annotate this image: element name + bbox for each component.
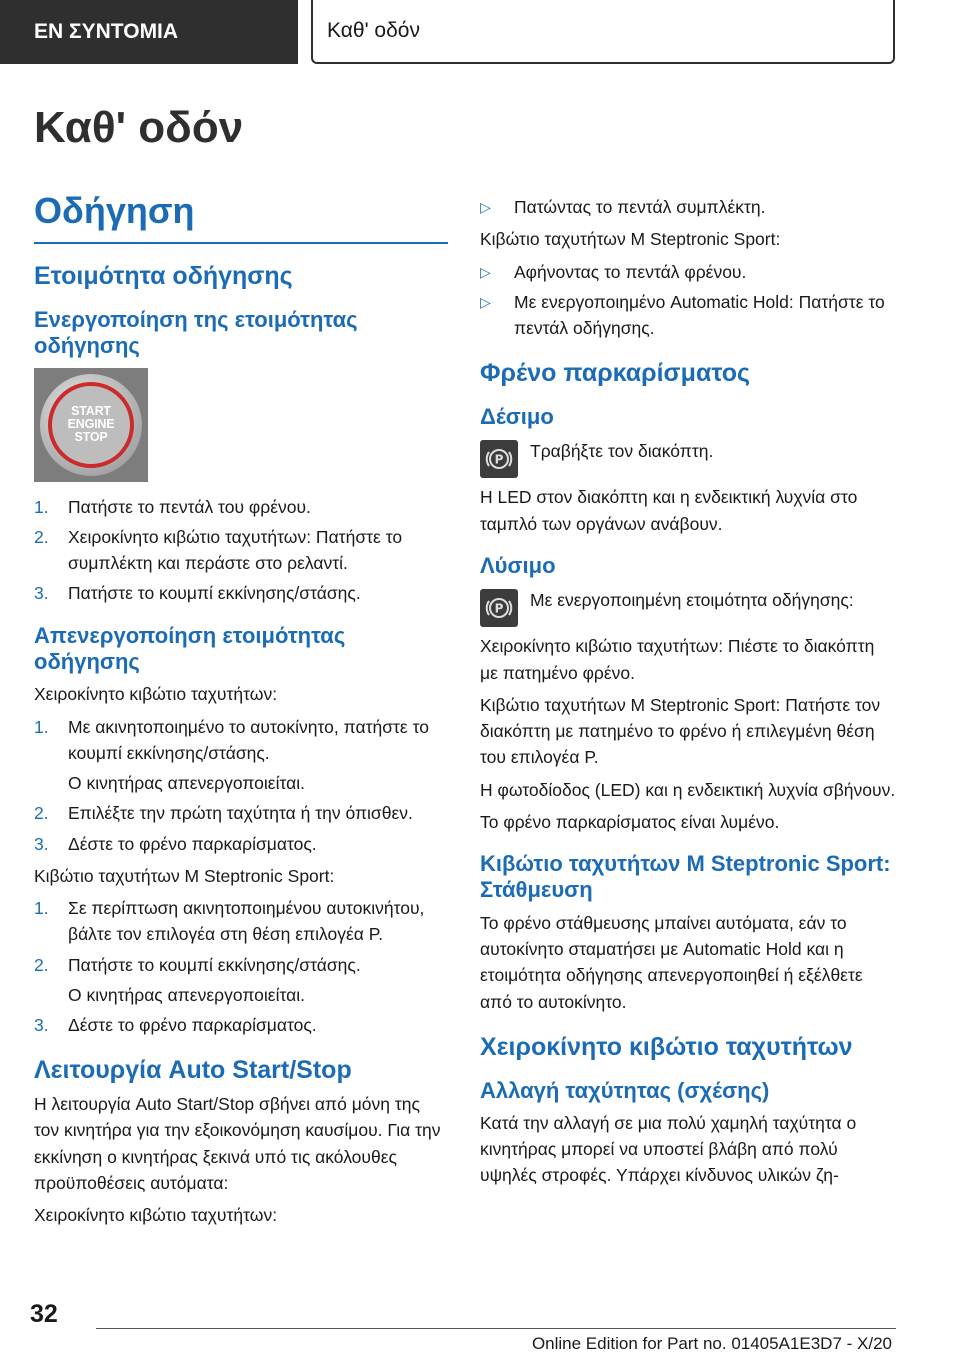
apply-line-2: Η LED στον διακόπτη και η ενδεικτική λυχνία στο ταμπλό των οργάνων ανάβουν. [480,487,858,534]
parking-brake-icon [480,589,518,627]
step-text: Πατήστε το κουμπί εκκίνησης/στάσης. [68,954,361,975]
triangle-bullet-icon: ▷ [480,263,491,280]
start-button-text-stop: STOP [74,430,108,445]
footer-edition: Online Edition for Part no. 01405A1E3D7 - X/20 [531,1334,892,1353]
release-instruction [480,587,896,627]
svg-text:P: P [494,452,504,467]
section-heading-driving: Οδήγηση [34,190,448,244]
steptronic-label: Κιβώτιο ταχυτήτων M Steptronic Sport: [34,865,335,886]
start-button-text-engine: ENGINE [67,416,115,431]
manual-gearbox-label: Χειροκίνητο κιβώτιο ταχυτήτων: [34,684,278,705]
step-text: Επιλέξτε την πρώτη ταχύτητα ή την όπισθεν. [68,803,413,824]
header-chapter-label: Καθ' οδόν [327,19,420,42]
bullet-text: Πατώντας το πεντάλ συμπλέκτη. [514,197,766,217]
heading-parking-brake: Φρένο παρκαρίσματος [480,359,751,388]
steptronic-label: Κιβώτιο ταχυτήτων M Steptronic Sport: [480,229,781,250]
list-item [480,259,896,285]
heading-release: Λύσιμο [480,552,556,578]
left-column [34,190,448,1234]
page-number: 32 [30,1300,58,1328]
step-text: Δέστε το φρένο παρκαρίσματος. [68,833,317,854]
list-item [34,895,448,948]
list-item [34,580,448,606]
header-section-tab [0,0,298,64]
list-item [34,831,448,857]
step-text: Πατήστε το κουμπί εκκίνησης/στάσης. [68,583,361,604]
step-number: 3. [34,833,49,854]
step-text: Πατήστε το πεντάλ του φρένου. [68,496,311,517]
header-section-label: ΕΝ ΣΥΝΤΟΜΙΑ [34,20,179,43]
step-text: Σε περίπτωση ακινητοποιημένου αυτοκινήτου, βάλτε τον επιλογέα στη θέση επιλογέα P. [68,898,425,945]
start-button-ring [40,374,142,476]
heading-drive-readiness: Ετοιμότητα οδήγησης [34,262,293,290]
right-column [480,190,896,1195]
heading-deactivate-readiness: Απενεργοποίηση ετοιμότητας οδήγησης [34,622,346,674]
apply-instruction [480,438,896,478]
header-chapter-tab [311,0,895,64]
auto-start-manual-label: Χειροκίνητο κιβώτιο ταχυτήτων: [34,1205,278,1226]
activate-steps-list [34,494,448,607]
bullet-text: Αφήνοντας το πεντάλ φρένου. [514,261,747,282]
apply-line-1: Τραβήξτε τον διακόπτη. [530,441,714,462]
start-button-text-start: START [71,403,111,418]
triangle-bullet-icon: ▷ [480,293,491,310]
list-item [34,714,448,797]
release-done: Το φρένο παρκαρίσματος είναι λυμένο. [480,811,780,832]
step-number: 1. [34,898,49,919]
chapter-title: Καθ' οδόν [34,103,244,152]
step-number: 2. [34,954,49,975]
list-item [34,800,448,826]
step-text: Δέστε το φρένο παρκαρίσματος. [68,1015,317,1036]
manual-steps-list [34,714,448,857]
step-note: Ο κινητήρας απενεργοποιείται. [68,984,306,1005]
release-line-2: Χειροκίνητο κιβώτιο ταχυτήτων: Πιέστε το διακόπτη με πατημένο φρένο. [480,636,875,683]
steptronic-steps-list [34,895,448,1038]
list-item [480,289,896,342]
step-text: Με ακινητοποιημένο το αυτοκίνητο, πατήστε το κουμπί εκκίνησης/στάσης. [68,716,429,763]
auto-start-stop-text: Η λειτουργία Auto Start/Stop σβήνει από μόνη της τον κινητήρα για την εξοικονόμηση καυσίμου. Για την εκκίνηση ο κινητήρας ξεκινά υπό τις ακόλουθες προϋποθέσεις αυτόματα: [34,1094,441,1193]
heading-apply: Δέσιμο [480,404,554,429]
heading-manual-gearbox: Χειροκίνητο κιβώτιο ταχυτήτων [480,1032,853,1061]
list-item [480,194,896,220]
steptronic-parking-text: Το φρένο στάθμευσης μπαίνει αυτόματα, εάν το αυτοκίνητο σταματήσει με Automatic Hold και η ετοιμότητα οδήγησης απενεργοποιηθεί ή εξέλθετε από το αυτοκίνητο. [480,912,863,1012]
gear-change-text: Κατά την αλλαγή σε μια πολύ χαμηλή ταχύτητα ο κινητήρας μπορεί να υποστεί βλάβη από πολύ υψηλές στροφές. Υπάρχει κίνδυνος υλικών ζη- [480,1112,857,1186]
release-led: Η φωτοδίοδος (LED) και η ενδεικτική λυχνία σβήνουν. [480,779,896,800]
heading-auto-start-stop: Λειτουργία Auto Start/Stop [34,1056,352,1085]
footer-divider [96,1328,896,1329]
step-note: Ο κινητήρας απενεργοποιείται. [68,773,306,794]
list-item [34,494,448,520]
step-number: 2. [34,803,49,824]
step-number: 3. [34,583,49,604]
bullet-text: Με ενεργοποιημένο Automatic Hold: Πατήστε το πεντάλ οδήγησης. [514,291,885,338]
step-number: 3. [34,1015,49,1036]
triangle-bullet-icon: ▷ [480,199,491,215]
start-button-face [48,382,134,468]
step-number: 1. [34,716,49,737]
heading-activate-readiness: Ενεργοποίηση της ετοιμότητας οδήγησης [34,306,358,359]
list-item [34,952,448,1009]
release-steptronic: Κιβώτιο ταχυτήτων M Steptronic Sport: Πατήστε τον διακόπτη με πατημένο το φρένο ή επιλεγμένη θέση του επιλογέα P. [480,694,881,768]
parking-brake-icon [480,440,518,478]
step-number: 1. [34,496,49,517]
step-text: Χειροκίνητο κιβώτιο ταχυτήτων: Πατήστε το συμπλέκτη και περάστε στο ρελαντί. [68,526,403,574]
list-item [34,1012,448,1038]
release-line-1: Με ενεργοποιημένη ετοιμότητα οδήγησης: [530,590,854,611]
start-stop-button-image [34,368,148,482]
list-item [34,524,448,577]
svg-text:P: P [494,601,504,616]
heading-gear-change: Αλλαγή ταχύτητας (σχέσης) [480,1077,770,1103]
step-number: 2. [34,526,49,547]
heading-steptronic-parking: Κιβώτιο ταχυτήτων M Steptronic Sport: Στάθμευση [480,851,891,903]
